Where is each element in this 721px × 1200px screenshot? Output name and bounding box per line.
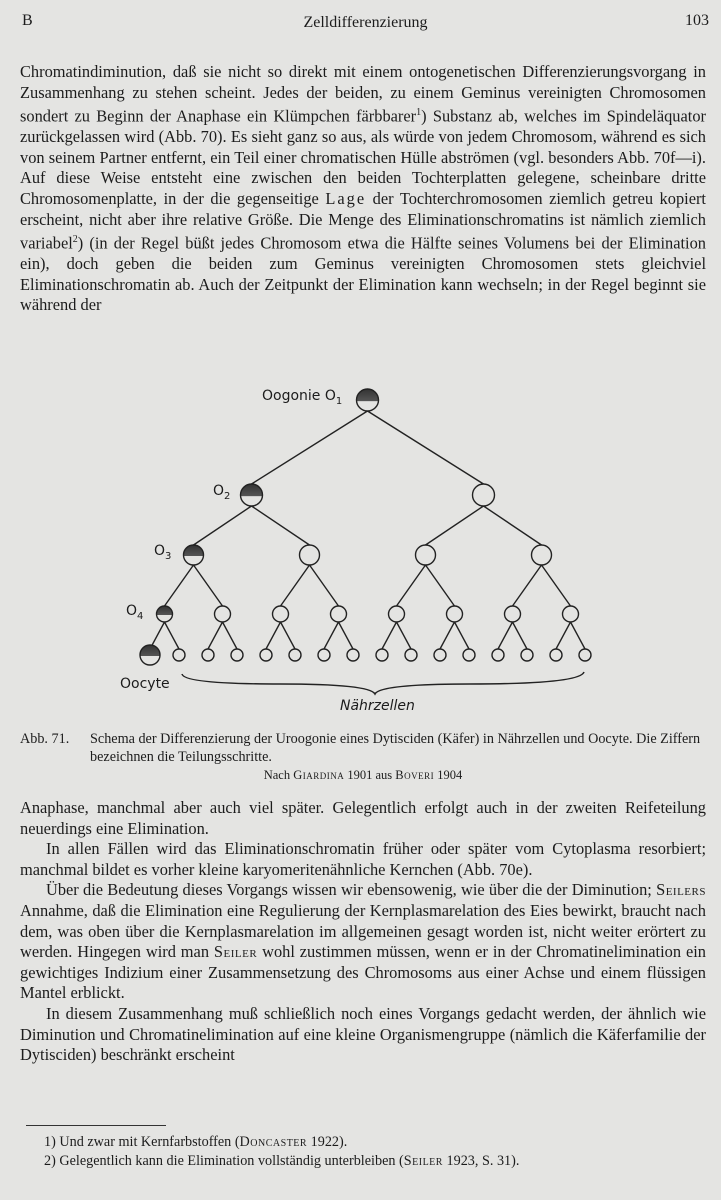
division-line	[194, 565, 223, 606]
footnote-2: 2) Gelegentlich kann die Elimination vollständig unterbleiben (Seiler 1923, S. 31).	[44, 1153, 520, 1169]
naehrzelle-cell	[563, 606, 579, 622]
naehrzelle-cell	[318, 649, 330, 661]
naehrzelle-cell	[273, 606, 289, 622]
label-oocyte: Oocyte	[120, 676, 170, 692]
author-name: Seiler	[213, 942, 258, 962]
naehrzelle-cell	[447, 606, 463, 622]
division-line	[455, 622, 470, 649]
paragraph-bedeutung: Über die Bedeutung dieses Vorgangs wissen wir ebensowenig, wie über die der Diminution; Seilers Annahme, daß die Elimination eine Regulierung der Kernplasmarelation des Eies bewirkt, braucht nach dem, was oben über die Kernplasmarelation im allgemeinen gesagt worden ist, nicht weiter erörtert zu werden. Hingegen wird man Seiler wohl zustimmen müssen, wenn er in der Chromatinelimination ein gewichtiges Indizium einer Zusammensetzung des Chromosoms aus einer Achse und einem flüssigen Mantel erblickt.	[20, 880, 706, 1003]
oogonie-cell	[184, 545, 204, 565]
paragraph-zusammenhang: In diesem Zusammenhang muß schließlich noch eines Vorgangs gedacht werden, der ähnlich wie Diminution und Chromatinelimination auf eine kleine Organismengruppe (nämlich die Käferfamilie der Dytisciden) beschränkt erscheint	[20, 1003, 706, 1065]
naehrzelle-cell	[473, 484, 495, 506]
oogonie-cell	[241, 484, 263, 506]
paragraph-resorption: In allen Fällen wird das Eliminationschromatin früher oder später vom Cytoplasma resorbiert; manchmal bildet es vorher kleine karyomeritenähnliche Kernchen (Abb. 70e).	[20, 839, 706, 879]
footnote-1: 1) Und zwar mit Kernfarbstoffen (Doncaster 1922).	[44, 1134, 348, 1150]
naehrzelle-cell	[202, 649, 214, 661]
label-o4: $O_4$	[126, 603, 144, 622]
division-line	[513, 565, 542, 606]
footnote-ref-2: 2	[72, 234, 78, 246]
tree-nodes	[140, 389, 591, 665]
author-name: Seilers	[656, 880, 706, 900]
division-line	[571, 622, 586, 649]
naehrzelle-cell	[521, 649, 533, 661]
caption-source: Nach Giardina 1901 aus Boveri 1904	[263, 768, 463, 782]
naehrzelle-cell	[532, 545, 552, 565]
division-line	[165, 565, 194, 606]
naehrzelle-cell	[331, 606, 347, 622]
label-naehrzellen: Nährzellen	[340, 698, 415, 712]
label-o2: $O_2$	[213, 483, 231, 502]
oocyte-cell	[140, 645, 160, 665]
page-header	[22, 12, 709, 38]
naehrzelle-cell	[416, 545, 436, 565]
division-line	[310, 565, 339, 606]
naehrzelle-cell	[463, 649, 475, 661]
division-line	[556, 622, 571, 649]
footnotes	[44, 1133, 706, 1171]
footnote-ref-1: 1	[416, 107, 422, 119]
naehrzelle-cell	[434, 649, 446, 661]
division-line	[426, 565, 455, 606]
division-line	[484, 506, 542, 545]
naehrzelle-cell	[347, 649, 359, 661]
naehrzelle-cell	[289, 649, 301, 661]
division-line	[252, 506, 310, 545]
naehrzelle-cell	[492, 649, 504, 661]
figure-caption	[20, 731, 706, 785]
running-title: Zelldifferenzierung	[303, 14, 428, 31]
naehrzelle-cell	[215, 606, 231, 622]
body-paragraphs-bottom	[20, 798, 706, 1066]
division-line	[513, 622, 528, 649]
footnote-divider	[26, 1125, 166, 1126]
naehrzellen-brace	[182, 672, 584, 694]
division-line	[498, 622, 513, 649]
division-line	[281, 565, 310, 606]
division-line	[281, 622, 296, 649]
division-line	[368, 411, 484, 484]
naehrzelle-cell	[579, 649, 591, 661]
naehrzelle-cell	[376, 649, 388, 661]
naehrzelle-cell	[505, 606, 521, 622]
paragraph-anaphase: Anaphase, manchmal aber auch viel später. Gelegentlich erfolgt auch in der zweiten Reifeteilung neuerdings eine Elimination.	[20, 798, 706, 838]
oogonie-cell	[157, 606, 173, 622]
division-line	[426, 506, 484, 545]
page-number: 103	[685, 12, 709, 29]
division-line	[266, 622, 281, 649]
label-o3: $O_3$	[154, 543, 172, 562]
division-line	[223, 622, 238, 649]
division-line	[542, 565, 571, 606]
section-letter: B	[22, 12, 33, 29]
lineage-tree-svg	[100, 382, 620, 712]
body-paragraph-top: Chromatindiminution, daß sie nicht so direkt mit einem ontogenetischen Differenzierungsvorgang in Zusammenhang zu stehen scheint. Jedes der beiden, zu einem Geminus vereinigten Chromosomen sondert zu Beginn der Anaphase ein Klümpchen färbbarer$^1$) Substanz ab, welches im Spindeläquator zurückgelassen wird (Abb. 70). Es sieht ganz so aus, als würde von jedem Chromosom, während es sich von seinem Partner entfernt, ein Teil einer chromatischen Hülle abströmen (vgl. besonders Abb. 70f—i). Auf diese Weise entsteht eine zwischen den beiden Tochterplatten gelegene, scheinbare dritte Chromosomenplatte, in der die gegenseitige Lage der Tochterchromosomen ziemlich getreu kopiert erscheint, nicht aber ihre relative Größe. Die Menge des Eliminationschromatins ist nämlich ziemlich variabel$^2$) (in der Regel büßt jedes Chromosom etwa die Hälfte seines Volumens bei der Elimination ein), doch geben die beiden zum Geminus vereinigten Chromosomen stets gleichviel Eliminationschromatin ab. Auch der Zeitpunkt der Elimination kann wechseln; in der Regel beginnt sie während der	[20, 62, 706, 315]
caption-lead: Abb. 71.	[20, 731, 70, 747]
figure-cell-lineage-tree	[100, 382, 620, 712]
division-line	[440, 622, 455, 649]
division-line	[194, 506, 252, 545]
division-line	[397, 565, 426, 606]
naehrzelle-cell	[550, 649, 562, 661]
naehrzelle-cell	[260, 649, 272, 661]
naehrzelle-cell	[173, 649, 185, 661]
division-line	[324, 622, 339, 649]
division-line	[397, 622, 412, 649]
division-line	[339, 622, 354, 649]
naehrzelle-cell	[389, 606, 405, 622]
naehrzelle-cell	[405, 649, 417, 661]
division-line	[252, 411, 368, 484]
division-line	[165, 622, 180, 649]
oogonie-cell	[357, 389, 379, 411]
label-oogonie: Oogonie $O_1$	[262, 388, 343, 407]
division-line	[208, 622, 223, 649]
division-line	[382, 622, 397, 649]
spaced-emphasis: Lage	[325, 189, 367, 209]
naehrzelle-cell	[231, 649, 243, 661]
caption-text: Schema der Differenzierung der Uroogonie eines Dytisciden (Käfer) in Nährzellen und Oocyte. Die Ziffern bezeichnen die Teilungsschritte.	[90, 731, 701, 765]
naehrzelle-cell	[300, 545, 320, 565]
